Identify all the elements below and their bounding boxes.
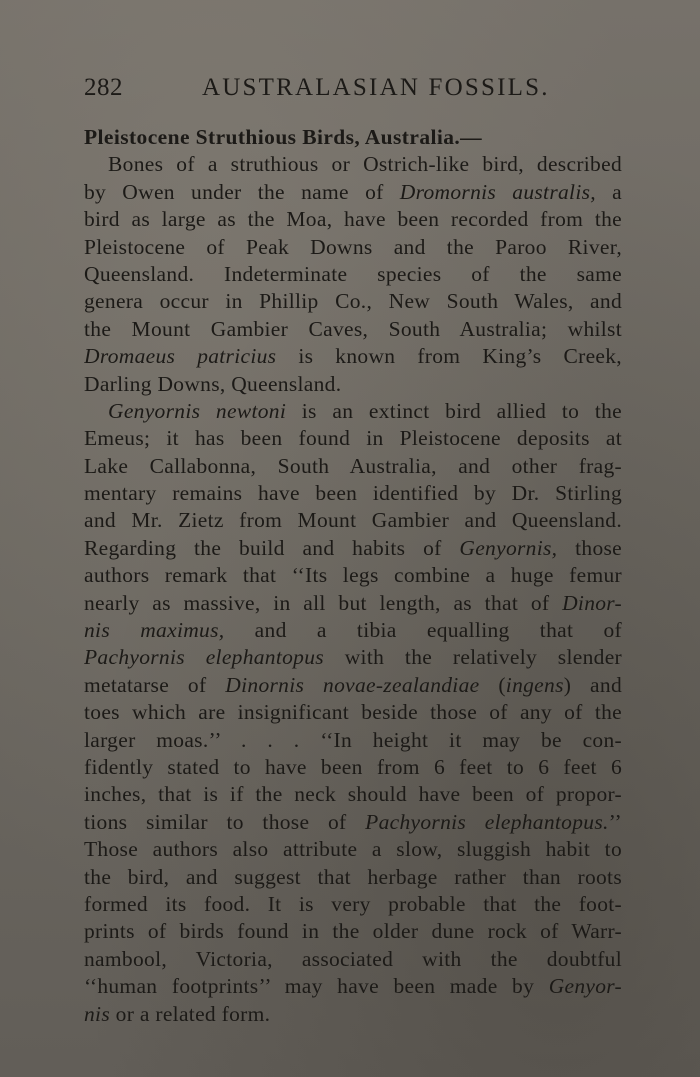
italic-text: Dinornis novae-zealandiae: [225, 672, 480, 697]
text-segment: Darling Downs, Queensland.: [84, 371, 342, 396]
italic-text: nis: [84, 1001, 110, 1026]
text-segment: fidently stated to have been from 6 feet to 6 feet 6: [84, 754, 622, 779]
text-segment: prints of birds found in the older dune rock of Warr-: [84, 919, 622, 944]
text-line: [84, 590, 622, 617]
text-line: [84, 343, 622, 370]
italic-text: Pachyornis elephantopus.: [365, 809, 609, 834]
text-line: [84, 727, 622, 754]
text-segment: the Mount Gambier Caves, South Australia; whilst: [84, 316, 622, 341]
text-segment: Emeus; it has been found in Pleistocene deposits at: [84, 426, 622, 451]
text-line: [84, 617, 622, 644]
text-segment: nearly as massive, in all but length, as that of: [84, 590, 563, 615]
italic-text: Genyor-: [548, 974, 622, 999]
text-segment: Pleistocene of Peak Downs and the Paroo River,: [84, 234, 622, 259]
page-header: [84, 74, 624, 110]
text-line: [84, 507, 622, 534]
section-heading: Pleistocene Struthious Birds, Australia.—: [84, 125, 483, 149]
text-segment: with the relatively slender: [323, 645, 622, 670]
text-segment: or a related form.: [110, 1001, 271, 1026]
text-segment: ’’: [608, 809, 622, 834]
italic-text: Dinor-: [562, 590, 622, 615]
text-segment: a: [595, 179, 622, 204]
text-segment: Bones of a struthious or Ostrich-like bird, described: [108, 152, 622, 177]
text-line: [84, 206, 622, 233]
text-segment: ) and: [563, 672, 622, 697]
text-line: [84, 398, 622, 425]
text-line: [84, 453, 622, 480]
text-line: [84, 288, 622, 315]
text-line: [84, 316, 622, 343]
text-line: [84, 179, 622, 206]
text-line: [84, 234, 622, 261]
italic-text: Genyornis,: [459, 535, 558, 560]
text-segment: bird as large as the Moa, have been recorded from the: [84, 207, 622, 232]
text-line: [84, 151, 622, 178]
text-line: [84, 891, 622, 918]
text-segment: the bird, and suggest that herbage rather than roots: [84, 864, 622, 889]
body-text: [84, 124, 622, 1028]
text-line: [84, 562, 622, 589]
italic-text: Genyornis newtoni: [108, 398, 287, 423]
page-number: 282: [84, 74, 123, 101]
text-segment: by Owen under the name of: [84, 179, 400, 204]
text-line: [84, 864, 622, 891]
text-segment: and Mr. Zietz from Mount Gambier and Queensland.: [84, 508, 622, 533]
text-segment: and a tibia equalling that of: [224, 618, 622, 643]
text-segment: inches, that is if the neck should have been of propor-: [84, 782, 622, 807]
text-segment: Those authors also attribute a slow, sluggish habit to: [84, 837, 622, 862]
italic-text: ingens: [505, 672, 564, 697]
text-line: [84, 781, 622, 808]
text-segment: authors remark that ‘‘Its legs combine a huge femur: [84, 563, 622, 588]
text-line: [84, 480, 622, 507]
text-segment: Queensland. Indeterminate species of the same: [84, 261, 622, 286]
text-line: [84, 918, 622, 945]
italic-text: Dromaeus patricius: [84, 344, 277, 369]
text-line: [84, 261, 622, 288]
italic-text: nis maximus,: [84, 618, 225, 643]
text-segment: toes which are insignificant beside those of any of the: [84, 700, 622, 725]
text-line: [84, 1001, 622, 1028]
text-segment: larger moas.’’ . . . ‘‘In height it may be con-: [84, 727, 622, 752]
text-segment: those: [557, 535, 622, 560]
text-line: [84, 672, 622, 699]
text-line: [84, 699, 622, 726]
text-line: [84, 535, 622, 562]
text-line: [84, 644, 622, 671]
text-segment: tions similar to those of: [84, 809, 366, 834]
italic-text: Dromornis australis,: [399, 179, 596, 204]
text-segment: formed its food. It is very probable that the foot-: [84, 891, 622, 916]
text-segment: mentary remains have been identified by Dr. Stirling: [84, 481, 622, 506]
text-line: [84, 809, 622, 836]
text-segment: Regarding the build and habits of: [84, 535, 460, 560]
text-segment: Lake Callabonna, South Australia, and other frag-: [84, 453, 622, 478]
text-segment: genera occur in Phillip Co., New South Wales, and: [84, 289, 622, 314]
text-segment: nambool, Victoria, associated with the doubtful: [84, 946, 622, 971]
text-line: [84, 973, 622, 1000]
text-segment: ‘‘human footprints’’ may have been made by: [84, 974, 549, 999]
text-segment: metatarse of: [84, 672, 226, 697]
paragraph-lines: [84, 151, 622, 1028]
text-line: [84, 946, 622, 973]
text-line: [84, 754, 622, 781]
text-line: [84, 836, 622, 863]
text-segment: is an extinct bird allied to the: [286, 398, 622, 423]
italic-text: Pachyornis elephantopus: [84, 645, 324, 670]
running-head: AUSTRALASIAN FOSSILS.: [202, 74, 550, 101]
text-segment: is known from King’s Creek,: [276, 344, 622, 369]
text-line: [84, 425, 622, 452]
text-line: [84, 371, 622, 398]
text-segment: (: [479, 672, 506, 697]
